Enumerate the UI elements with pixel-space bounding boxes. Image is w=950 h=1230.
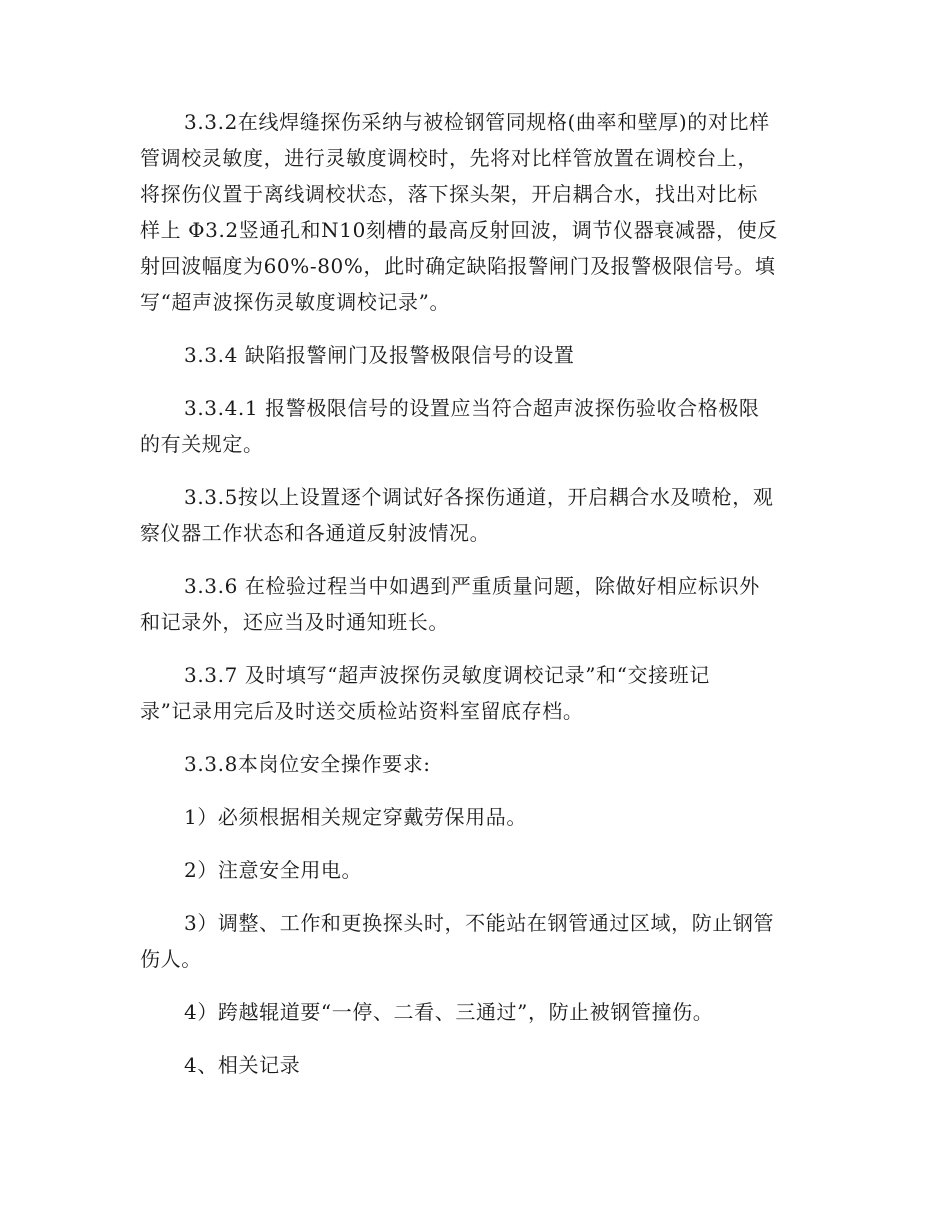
text-line: 的有关规定。 [140,432,264,456]
paragraph-3-3-6 [140,568,820,640]
paragraph-gap [140,1030,820,1047]
text-line: 将探伤仪置于离线调校状态，落下探头架，开启耦合水，找出对比标 [140,182,758,206]
text-line: 3.3.5按以上设置逐个调试好各探伤通道，开启耦合水及喷枪，观 [184,485,774,509]
paragraph-gap [140,888,820,905]
text-line: 3.3.8本岗位安全操作要求: [184,752,431,776]
document-body [140,104,820,1083]
text-line: 管调校灵敏度，进行灵敏度调校时，先将对比样管放置在调校台上， [140,146,758,170]
text-line: 和记录外，还应当及时通知班长。 [140,610,449,634]
paragraph-gap [140,640,820,657]
text-line: 样上 Φ3.2竖通孔和N10刻槽的最高反射回波，调节仪器衰减器，使反 [140,218,778,242]
paragraph-gap [140,462,820,479]
text-line: 射回波幅度为60%-80%，此时确定缺陷报警闸门及报警极限信号。填 [140,254,776,278]
paragraph-gap [140,729,820,746]
paragraph-3-3-7 [140,657,820,729]
safety-item-3 [140,905,820,977]
paragraph-gap [140,373,820,390]
text-line: 3.3.6 在检验过程当中如遇到严重质量问题，除做好相应标识外 [184,574,760,598]
text-line: 2）注意安全用电。 [184,858,363,882]
safety-item-4 [140,994,820,1030]
section-heading-related-records [140,1047,820,1083]
text-line: 察仪器工作状态和各通道反射波情况。 [140,521,491,545]
paragraph-gap [140,320,820,337]
text-line: 3.3.2在线焊缝探伤采纳与被检钢管同规格(曲率和壁厚)的对比样 [184,110,770,134]
text-line: 3.3.7 及时填写“超声波探伤灵敏度调校记录”和“交接班记 [184,663,710,687]
text-line: 伤人。 [140,947,202,971]
text-line: 录”记录用完后及时送交质检站资料室留底存档。 [140,699,584,723]
text-line: 4、相关记录 [184,1053,301,1077]
text-line: 写“超声波探伤灵敏度调校记录”。 [140,290,451,314]
paragraph-3-3-2 [140,104,820,320]
paragraph-gap [140,551,820,568]
safety-item-2 [140,852,820,888]
paragraph-gap [140,782,820,799]
paragraph-gap [140,977,820,994]
text-line: 3.3.4.1 报警极限信号的设置应当符合超声波探伤验收合格极限 [184,396,760,420]
paragraph-3-3-5 [140,479,820,551]
safety-item-1 [140,799,820,835]
text-line: 3.3.4 缺陷报警闸门及报警极限信号的设置 [184,343,575,367]
text-line: 4）跨越辊道要“一停、二看、三通过”，防止被钢管撞伤。 [184,1000,714,1024]
text-line: 1）必须根据相关规定穿戴劳保用品。 [184,805,527,829]
paragraph-gap [140,835,820,852]
paragraph-3-3-4 [140,337,820,373]
paragraph-3-3-8 [140,746,820,782]
paragraph-3-3-4-1 [140,390,820,462]
text-line: 3）调整、工作和更换探头时，不能站在钢管通过区域，防止钢管 [184,911,775,935]
